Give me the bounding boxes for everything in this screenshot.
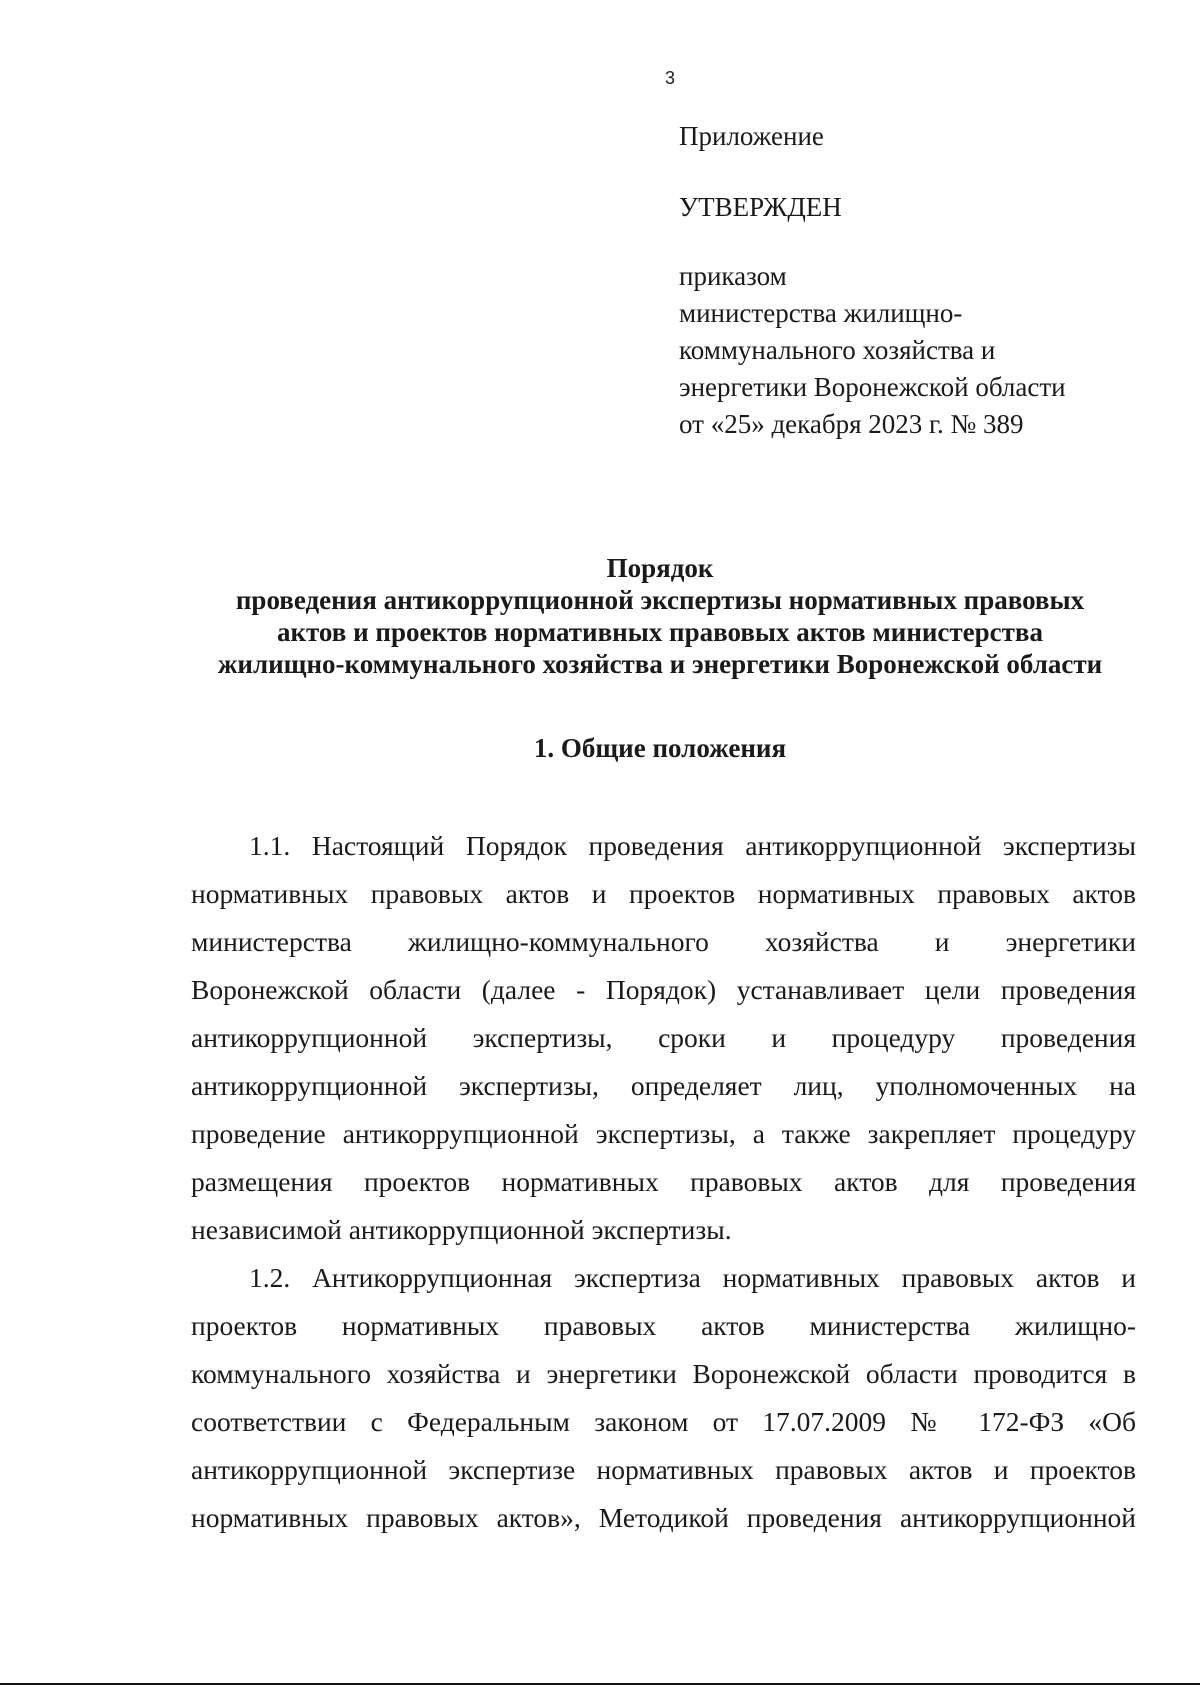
paragraph-2-line: проектов нормативных правовых актов министерства жилищно- <box>191 1310 1136 1341</box>
title-line: проведения антикоррупционной экспертизы нормативных правовых <box>235 585 1085 615</box>
document-title <box>160 552 1160 680</box>
paragraph-2-line: нормативных правовых актов», Методикой проведения антикоррупционной <box>191 1502 1136 1533</box>
approval-date-line: от «25» декабря 2023 г. № 389 <box>679 409 1024 439</box>
document-body <box>191 822 1136 1542</box>
section-heading: 1. Общие положения <box>533 733 787 763</box>
approval-line: энергетики Воронежской области <box>679 372 1066 402</box>
title-line: жилищно-коммунального хозяйства и энергетики Воронежской области <box>217 649 1103 679</box>
approved-label: УТВЕРЖДЕН <box>679 192 842 222</box>
paragraph-1-line: антикоррупционной экспертизы, сроки и процедуру проведения <box>191 1022 1136 1053</box>
page-number: 3 <box>664 68 675 88</box>
approval-line: приказом <box>679 261 787 291</box>
paragraph-1-line: антикоррупционной экспертизы, определяет лиц, уполномоченных на <box>191 1070 1136 1101</box>
paragraph-1-line: размещения проектов нормативных правовых актов для проведения <box>191 1166 1136 1197</box>
approval-block <box>679 118 1066 443</box>
paragraph-1-line: проведение антикоррупционной экспертизы, а также закрепляет процедуру <box>191 1118 1136 1149</box>
title-line: Порядок <box>606 553 714 583</box>
paragraph-2-line: 1.2. Антикоррупционная экспертиза нормативных правовых актов и <box>249 1262 1136 1293</box>
paragraph-2-line: коммунального хозяйства и энергетики Воронежской области проводится в <box>191 1358 1136 1389</box>
paragraph-1-line: министерства жилищно-коммунального хозяйства и энергетики <box>191 926 1136 957</box>
paragraph-1-line: независимой антикоррупционной экспертизы. <box>191 1214 732 1245</box>
appendix-label: Приложение <box>679 121 824 151</box>
approval-line: министерства жилищно- <box>679 298 963 328</box>
footer-rule <box>0 1683 1200 1685</box>
approval-line: коммунального хозяйства и <box>679 335 996 365</box>
paragraph-2-line: соответствии с Федеральным законом от 17.07.2009 № 172-ФЗ «Об <box>191 1406 1136 1437</box>
paragraph-1-line: нормативных правовых актов и проектов нормативных правовых актов <box>191 878 1136 909</box>
paragraph-1-line: 1.1. Настоящий Порядок проведения антикоррупционной экспертизы <box>249 830 1136 861</box>
paragraph-1-line: Воронежской области (далее - Порядок) устанавливает цели проведения <box>191 974 1136 1005</box>
title-line: актов и проектов нормативных правовых актов министерства <box>276 617 1044 647</box>
paragraph-2-line: антикоррупционной экспертизе нормативных правовых актов и проектов <box>191 1454 1136 1485</box>
